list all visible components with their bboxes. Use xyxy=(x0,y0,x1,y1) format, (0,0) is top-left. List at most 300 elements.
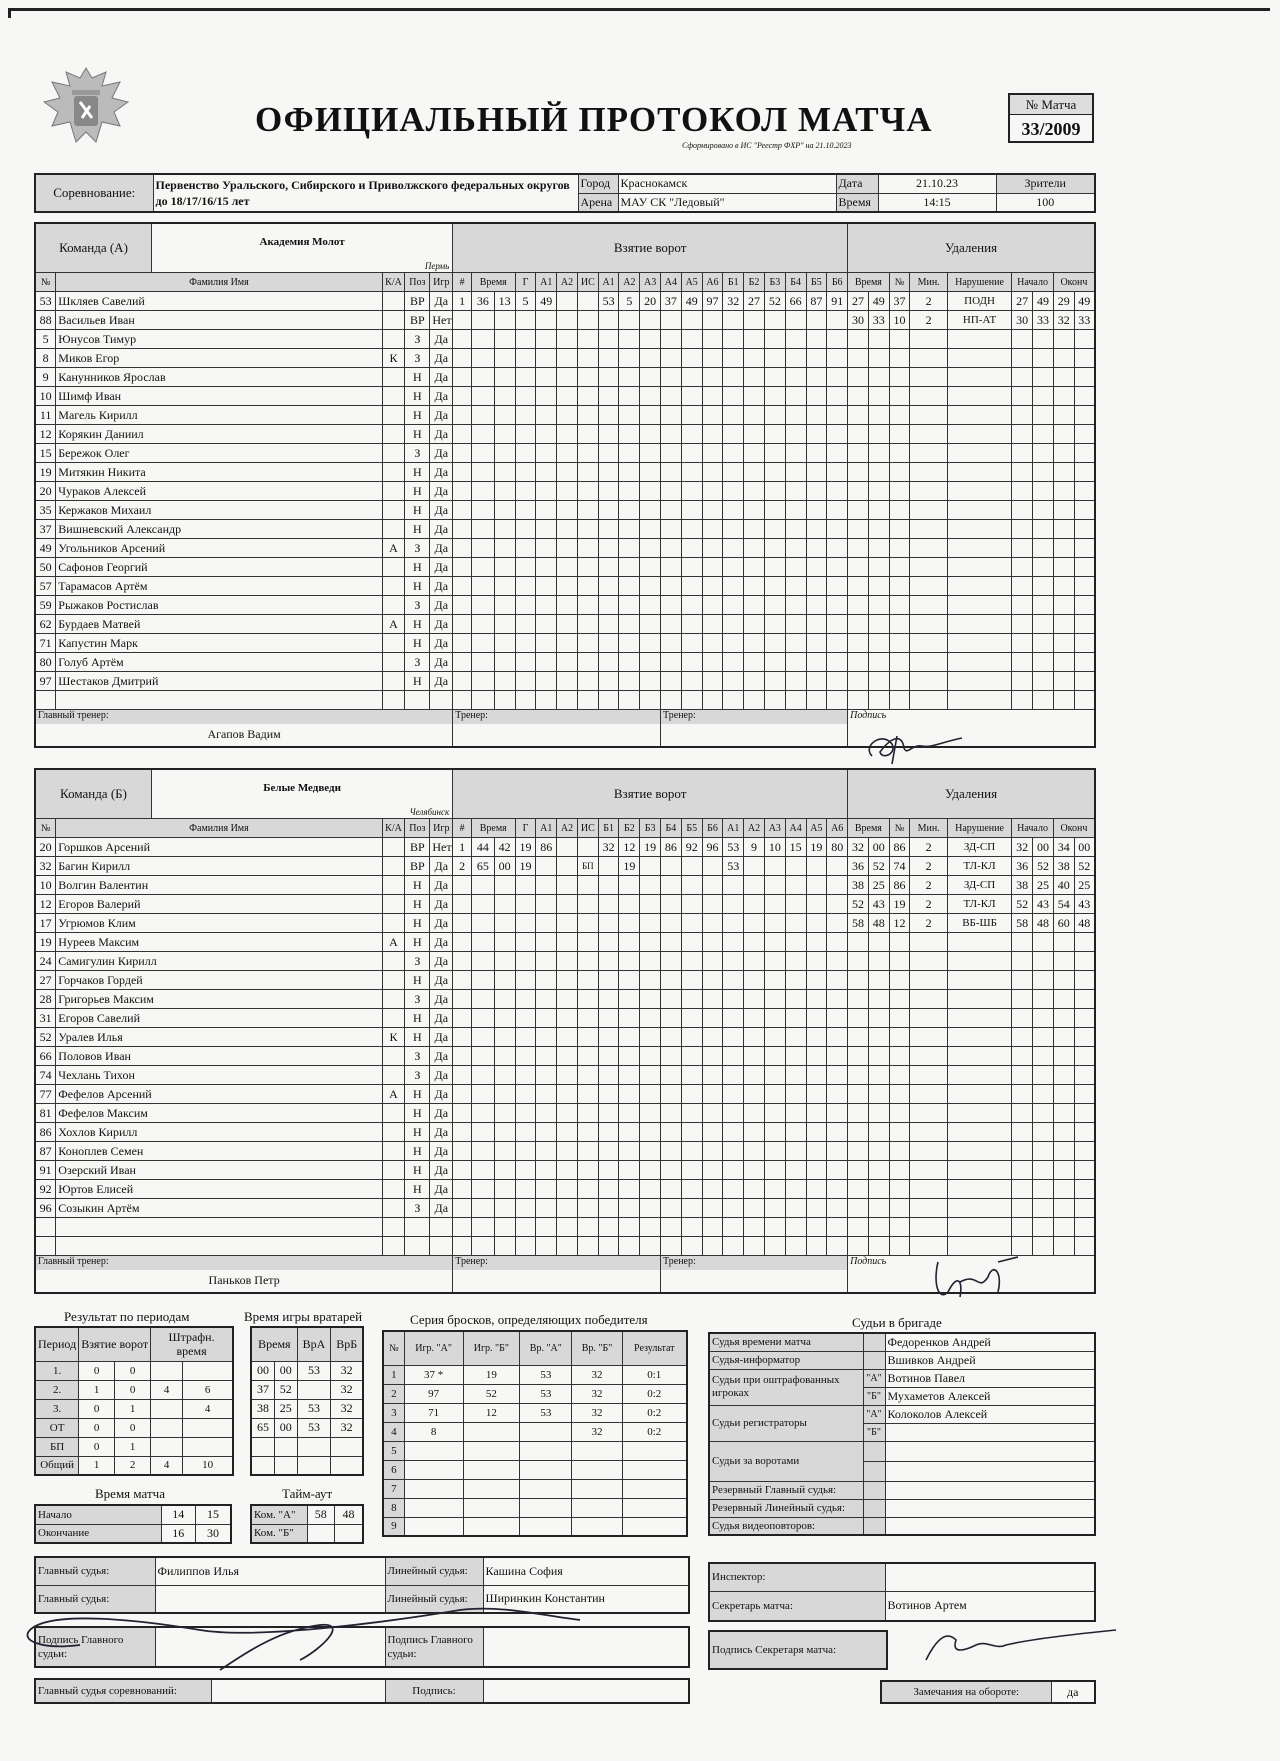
player-position: Н xyxy=(405,914,430,933)
penalty-cell xyxy=(1053,558,1074,577)
goal-cell xyxy=(785,349,806,368)
player-played: Да xyxy=(430,672,453,691)
team_b-pen-h-inf: Нарушение xyxy=(947,819,1011,838)
goal-cell xyxy=(744,971,765,990)
shootout-value: 53 xyxy=(520,1403,572,1422)
penalty-cell xyxy=(848,501,869,520)
penalty-cell xyxy=(868,1199,889,1218)
player-name: Багин Кирилл xyxy=(56,857,382,876)
goal-cell xyxy=(827,1142,848,1161)
goal-cell xyxy=(598,1237,619,1256)
player-number: 96 xyxy=(35,1199,56,1218)
goal-cell xyxy=(471,634,494,653)
goal-cell xyxy=(681,634,702,653)
goal-cell xyxy=(764,1066,785,1085)
goal-cell xyxy=(764,463,785,482)
goal-cell xyxy=(764,558,785,577)
goal-cell xyxy=(661,1085,682,1104)
penalty-cell xyxy=(889,1066,910,1085)
player-number: 28 xyxy=(35,990,56,1009)
penalty-cell xyxy=(1033,444,1054,463)
penalty-cell xyxy=(1012,482,1033,501)
penalty-cell xyxy=(947,558,1011,577)
goal-cell xyxy=(681,482,702,501)
player-name: Шкляев Савелий xyxy=(56,292,382,311)
goal-cell xyxy=(536,1199,557,1218)
penalty-cell xyxy=(848,349,869,368)
goal-cell xyxy=(723,672,744,691)
penalty-cell xyxy=(947,1104,1011,1123)
penalty-cell xyxy=(1033,672,1054,691)
goal-cell xyxy=(577,914,598,933)
goal-cell xyxy=(661,1180,682,1199)
goal-cell xyxy=(494,914,515,933)
goal-cell xyxy=(806,577,827,596)
team_b-onice-opp-5: А6 xyxy=(827,819,848,838)
player-played: Да xyxy=(430,653,453,672)
goal-cell xyxy=(557,914,578,933)
penalty-cell: 58 xyxy=(848,914,869,933)
penalty-cell xyxy=(1012,1218,1033,1237)
goal-cell xyxy=(598,425,619,444)
goal-cell xyxy=(827,444,848,463)
penalty-cell xyxy=(947,1085,1011,1104)
goal-cell xyxy=(515,653,536,672)
penalty-cell xyxy=(910,425,947,444)
goal-cell xyxy=(661,1218,682,1237)
penalty-cell: 74 xyxy=(889,857,910,876)
penalty-cell xyxy=(848,1161,869,1180)
player-name: Канунников Ярослав xyxy=(56,368,382,387)
period-row xyxy=(35,1361,233,1380)
goal-cell xyxy=(453,1237,472,1256)
goal-cell xyxy=(536,539,557,558)
goal-cell xyxy=(681,1180,702,1199)
penalty-cell xyxy=(947,615,1011,634)
player-name: Фефелов Арсений xyxy=(56,1085,382,1104)
goal-cell: 49 xyxy=(536,292,557,311)
goal-cell xyxy=(557,539,578,558)
goal-cell xyxy=(785,482,806,501)
player-captaincy xyxy=(382,990,405,1009)
goal-cell xyxy=(515,672,536,691)
goal-cell xyxy=(557,368,578,387)
line-2: Ширинкин Константин xyxy=(483,1585,689,1613)
penalty-cell xyxy=(889,653,910,672)
team_b-coach-label-2: Тренер: xyxy=(661,1256,847,1270)
goal-cell xyxy=(806,933,827,952)
player-row xyxy=(35,1218,1095,1237)
goal-cell xyxy=(806,691,827,710)
player-name: Уралев Илья xyxy=(56,1028,382,1047)
player-number: 71 xyxy=(35,634,56,653)
player-position: З xyxy=(405,349,430,368)
goal-cell xyxy=(598,634,619,653)
shootout-value xyxy=(520,1517,572,1536)
team_a-onice-opp-1: Б2 xyxy=(744,273,765,292)
goal-cell xyxy=(494,1085,515,1104)
shootout-value xyxy=(622,1498,687,1517)
player-name: Тарамасов Артём xyxy=(56,577,382,596)
player-played: Да xyxy=(430,444,453,463)
goal-cell xyxy=(494,406,515,425)
coach-b-signature xyxy=(918,1252,1038,1312)
goal-cell xyxy=(723,990,744,1009)
goal-cell xyxy=(681,501,702,520)
player-captaincy xyxy=(382,691,405,710)
goal-cell xyxy=(702,1085,723,1104)
penalty-cell xyxy=(1053,1218,1074,1237)
goal-cell xyxy=(536,368,557,387)
player-number: 20 xyxy=(35,482,56,501)
shootout-value: 3 xyxy=(383,1403,404,1422)
player-played: Да xyxy=(430,1123,453,1142)
penalty-cell xyxy=(1074,330,1095,349)
goal-cell xyxy=(681,520,702,539)
penalty-cell xyxy=(1012,1199,1033,1218)
goalie-value: 65 xyxy=(251,1418,274,1437)
player-name: Половов Иван xyxy=(56,1047,382,1066)
goal-cell xyxy=(661,501,682,520)
team_b-h-pos: Поз xyxy=(405,819,430,838)
penalty-cell xyxy=(889,520,910,539)
goal-cell xyxy=(702,1199,723,1218)
goal-cell xyxy=(806,425,827,444)
goal-cell xyxy=(619,1085,640,1104)
player-captaincy xyxy=(382,653,405,672)
goal-cell xyxy=(661,672,682,691)
player-number xyxy=(35,1237,56,1256)
goal-cell xyxy=(723,1218,744,1237)
goal-cell xyxy=(702,1066,723,1085)
penalty-cell xyxy=(868,1085,889,1104)
team_b-city: Челябинск xyxy=(409,807,450,817)
penalty-cell: 36 xyxy=(1012,857,1033,876)
goal-cell xyxy=(806,539,827,558)
shootout-value: 53 xyxy=(520,1384,572,1403)
player-number: 17 xyxy=(35,914,56,933)
goal-cell xyxy=(661,1009,682,1028)
penalty-cell: 25 xyxy=(1074,876,1095,895)
goal-cell xyxy=(827,1237,848,1256)
penalty-cell xyxy=(947,672,1011,691)
goal-cell xyxy=(744,406,765,425)
goal-cell xyxy=(723,1104,744,1123)
goal-cell xyxy=(619,463,640,482)
goalie-time-title: Время игры вратарей xyxy=(244,1309,363,1324)
goal-cell xyxy=(453,914,472,933)
goal-cell xyxy=(723,1199,744,1218)
goal-cell xyxy=(702,876,723,895)
penalty-cell xyxy=(848,1199,869,1218)
penalty-cell xyxy=(889,425,910,444)
goal-cell xyxy=(723,368,744,387)
player-played: Да xyxy=(430,349,453,368)
penalty-cell xyxy=(848,653,869,672)
goal-cell xyxy=(661,1123,682,1142)
player-number: 12 xyxy=(35,895,56,914)
shootout-value xyxy=(520,1479,572,1498)
penalty-cell xyxy=(910,1085,947,1104)
player-row xyxy=(35,971,1095,990)
goal-cell xyxy=(598,933,619,952)
goal-cell xyxy=(536,971,557,990)
goal-cell xyxy=(619,368,640,387)
goal-cell xyxy=(515,368,536,387)
player-name: Чураков Алексей xyxy=(56,482,382,501)
penalty-cell xyxy=(947,539,1011,558)
goal-cell xyxy=(661,463,682,482)
penalty-cell xyxy=(1012,349,1033,368)
goal-cell xyxy=(702,444,723,463)
goal-cell xyxy=(827,653,848,672)
goal-cell xyxy=(806,1142,827,1161)
goal-cell xyxy=(764,539,785,558)
goalie-row xyxy=(251,1437,363,1456)
team_b-goals-title: Взятие ворот xyxy=(453,769,848,819)
goal-cell xyxy=(536,691,557,710)
penalty-cell: 38 xyxy=(848,876,869,895)
goal-cell xyxy=(557,876,578,895)
goal-cell xyxy=(806,482,827,501)
shootout-value xyxy=(520,1422,572,1441)
player-number: 20 xyxy=(35,838,56,857)
team_b-pen-h-num: № xyxy=(889,819,910,838)
match-start-label: Начало xyxy=(35,1505,161,1524)
penalty-cell xyxy=(1053,1085,1074,1104)
goal-cell xyxy=(494,634,515,653)
penalty-cell xyxy=(868,1237,889,1256)
penalty-cell xyxy=(1074,1237,1095,1256)
goal-cell xyxy=(764,1237,785,1256)
goal-cell xyxy=(827,596,848,615)
goal-cell xyxy=(453,311,472,330)
penalty-cell xyxy=(1012,577,1033,596)
penalty-cell xyxy=(1033,1218,1054,1237)
goal-cell xyxy=(723,387,744,406)
player-row xyxy=(35,501,1095,520)
penalty-cell xyxy=(910,539,947,558)
goal-cell xyxy=(515,577,536,596)
penalty-cell xyxy=(1053,463,1074,482)
player-played: Нет xyxy=(430,311,453,330)
penalty-cell: ВБ-ШБ xyxy=(947,914,1011,933)
goal-cell xyxy=(471,615,494,634)
penalty-cell xyxy=(1053,1123,1074,1142)
goal-cell xyxy=(764,520,785,539)
player-number: 27 xyxy=(35,971,56,990)
penalty-cell xyxy=(910,653,947,672)
player-row xyxy=(35,463,1095,482)
penalty-cell xyxy=(1053,1009,1074,1028)
goal-cell xyxy=(661,539,682,558)
goal-cell xyxy=(661,596,682,615)
player-captaincy xyxy=(382,501,405,520)
goalie-row xyxy=(251,1361,363,1380)
player-position: Н xyxy=(405,1104,430,1123)
player-position: З xyxy=(405,952,430,971)
goal-cell xyxy=(598,1199,619,1218)
goal-cell xyxy=(471,1218,494,1237)
shootout-value xyxy=(463,1422,520,1441)
penalty-cell xyxy=(1012,1161,1033,1180)
player-row xyxy=(35,387,1095,406)
player-captaincy xyxy=(382,876,405,895)
goal-cell xyxy=(827,1199,848,1218)
penalty-cell: 49 xyxy=(1033,292,1054,311)
period-row xyxy=(35,1399,233,1418)
goal-cell xyxy=(785,1218,806,1237)
goal-cell xyxy=(827,425,848,444)
penalty-cell xyxy=(1074,952,1095,971)
goal-cell xyxy=(702,1142,723,1161)
period-value: 0 xyxy=(115,1380,151,1399)
goal-cell xyxy=(471,914,494,933)
shootout-h-2: Игр. "Б" xyxy=(463,1331,520,1365)
goal-cell xyxy=(515,933,536,952)
goal-cell xyxy=(764,653,785,672)
goal-cell xyxy=(640,971,661,990)
penalty-cell: 58 xyxy=(1012,914,1033,933)
penalty-cell xyxy=(1033,558,1054,577)
goal-cell xyxy=(661,634,682,653)
player-row xyxy=(35,952,1095,971)
secretary-label: Секретарь матча: xyxy=(709,1591,885,1621)
goal-cell xyxy=(681,1009,702,1028)
penalty-cell xyxy=(1053,520,1074,539)
player-row xyxy=(35,691,1095,710)
goal-cell xyxy=(453,482,472,501)
goal-cell xyxy=(471,990,494,1009)
penalty-cell xyxy=(1033,596,1054,615)
shootout-value xyxy=(572,1479,622,1498)
player-played: Да xyxy=(430,876,453,895)
shootout-row xyxy=(383,1384,687,1403)
team_b-penalties-title: Удаления xyxy=(848,769,1095,819)
penalty-cell xyxy=(1074,520,1095,539)
shootout-h-5: Результат xyxy=(622,1331,687,1365)
player-row xyxy=(35,895,1095,914)
shootout-value xyxy=(622,1517,687,1536)
goal-cell xyxy=(453,406,472,425)
goalie-value: 32 xyxy=(331,1399,363,1418)
goal-cell xyxy=(577,311,598,330)
goal-cell xyxy=(453,933,472,952)
goal-cell xyxy=(661,368,682,387)
goal-cell xyxy=(681,1047,702,1066)
goal-cell xyxy=(827,971,848,990)
player-played: Да xyxy=(430,895,453,914)
goal-cell xyxy=(806,952,827,971)
goal-cell: 66 xyxy=(785,292,806,311)
goal-cell xyxy=(640,895,661,914)
player-position: Н xyxy=(405,1161,430,1180)
player-name xyxy=(56,1237,382,1256)
goal-cell xyxy=(723,444,744,463)
goal-cell xyxy=(577,1180,598,1199)
goal-cell xyxy=(723,952,744,971)
goal-cell xyxy=(515,520,536,539)
penalty-cell xyxy=(868,691,889,710)
goal-cell xyxy=(827,1085,848,1104)
player-row xyxy=(35,596,1095,615)
penalty-cell: 38 xyxy=(1053,857,1074,876)
secretary-sign-label: Подпись Секретаря матча: xyxy=(709,1631,887,1669)
player-position: Н xyxy=(405,971,430,990)
shootout-value xyxy=(404,1517,463,1536)
team_b-goal-h-g: Г xyxy=(515,819,536,838)
goal-cell xyxy=(536,990,557,1009)
player-number: 59 xyxy=(35,596,56,615)
goal-cell xyxy=(702,330,723,349)
penalty-cell xyxy=(910,1123,947,1142)
penalty-cell xyxy=(947,406,1011,425)
goal-cell xyxy=(702,387,723,406)
penalty-cell xyxy=(947,1066,1011,1085)
goal-cell xyxy=(494,876,515,895)
goal-cell xyxy=(785,1123,806,1142)
goal-cell xyxy=(827,501,848,520)
player-played: Да xyxy=(430,1047,453,1066)
goal-cell xyxy=(515,634,536,653)
goal-cell xyxy=(515,558,536,577)
goal-cell xyxy=(744,876,765,895)
period-row xyxy=(35,1418,233,1437)
player-number: 77 xyxy=(35,1085,56,1104)
goal-cell xyxy=(619,330,640,349)
shootout-title: Серия бросков, определяющих победителя xyxy=(410,1312,648,1327)
team_a-goal-h-a2: А2 xyxy=(557,273,578,292)
penalty-cell: 52 xyxy=(1012,895,1033,914)
team_a-penalties-title: Удаления xyxy=(848,223,1095,273)
timeout-b-label: Ком. "Б" xyxy=(251,1524,307,1543)
goal-cell xyxy=(536,634,557,653)
shootout-value: 19 xyxy=(463,1365,520,1384)
player-position: Н xyxy=(405,672,430,691)
goal-cell xyxy=(577,520,598,539)
penalty-cell xyxy=(910,1104,947,1123)
goal-cell xyxy=(557,1123,578,1142)
goal-cell xyxy=(619,971,640,990)
goal-cell xyxy=(598,895,619,914)
penalty-cell: 43 xyxy=(1074,895,1095,914)
goal-cell xyxy=(806,1218,827,1237)
penalty-cell xyxy=(1053,482,1074,501)
penalty-cell xyxy=(947,1161,1011,1180)
goal-cell xyxy=(577,558,598,577)
match-end-h: 16 xyxy=(161,1524,195,1543)
goal-cell xyxy=(785,539,806,558)
penalty-cell xyxy=(848,1085,869,1104)
goal-cell xyxy=(577,387,598,406)
goal-cell xyxy=(557,1199,578,1218)
goal-cell: 36 xyxy=(471,292,494,311)
penalty-cell xyxy=(910,1047,947,1066)
penalty-cell: 54 xyxy=(1053,895,1074,914)
goal-cell xyxy=(494,1104,515,1123)
penalty-cell xyxy=(1053,952,1074,971)
goal-cell xyxy=(681,895,702,914)
goal-cell xyxy=(681,1028,702,1047)
team_b-name: Белые Медведи xyxy=(263,782,341,794)
penalty-cell xyxy=(947,596,1011,615)
player-played: Да xyxy=(430,330,453,349)
team_b-onice-opp-4: А5 xyxy=(806,819,827,838)
ref-sign-label-1: Подпись Главного судьи: xyxy=(35,1627,155,1667)
goal-cell: 97 xyxy=(702,292,723,311)
period-name: 1. xyxy=(35,1361,79,1380)
goal-cell xyxy=(764,425,785,444)
